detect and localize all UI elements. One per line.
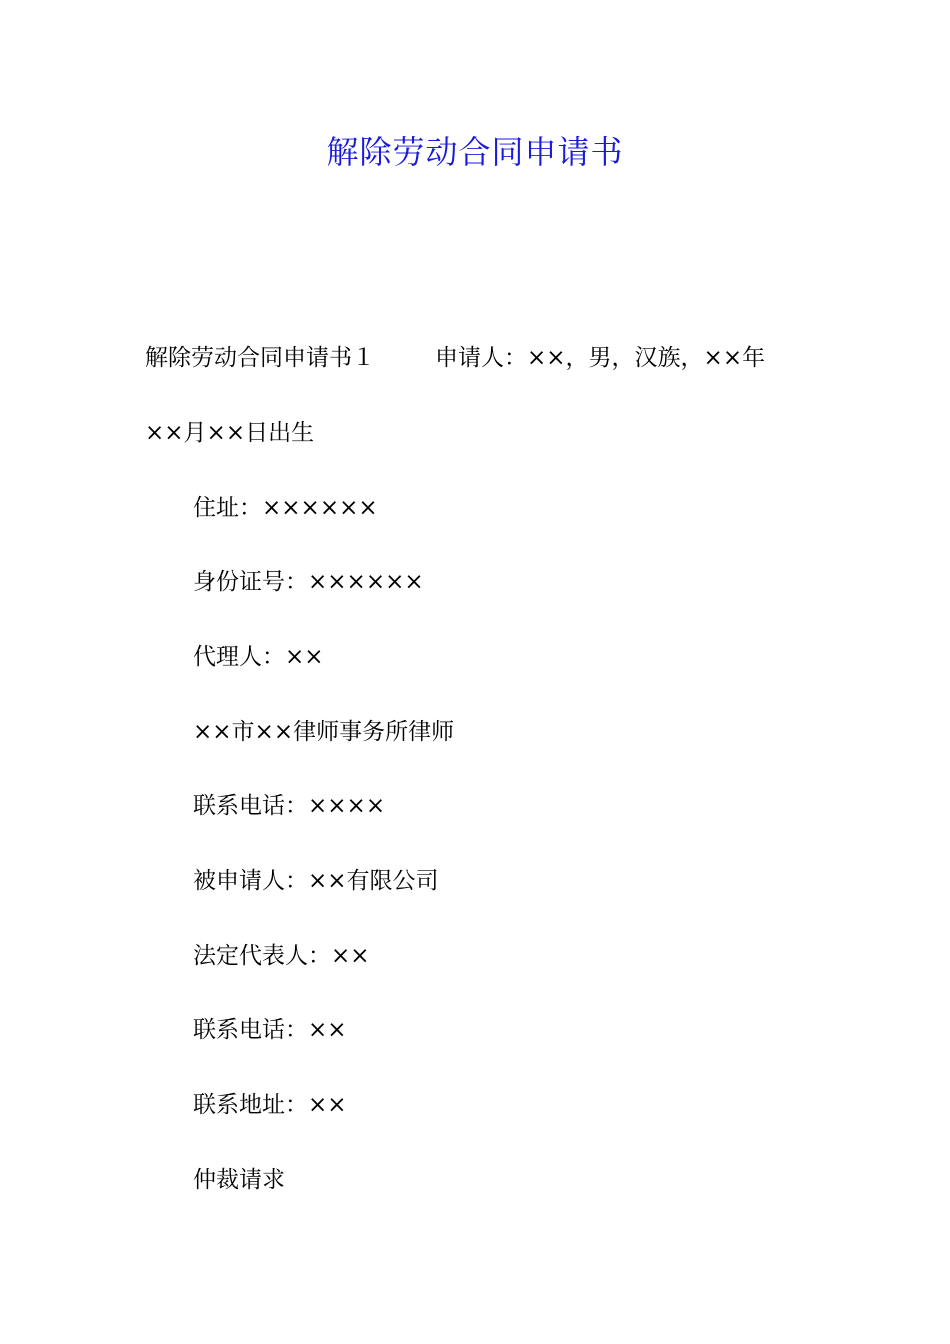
law-firm-line: ××市××律师事务所律师 [193,719,455,745]
legal-representative-line: 法定代表人：×× [193,943,370,969]
intro-continued-line: ××月××日出生 [145,420,315,446]
respondent-phone-line: 联系电话：×× [193,1017,347,1043]
id-number-line: 身份证号：×××××× [193,569,424,595]
respondent-line: 被申请人：××有限公司 [193,868,439,894]
intro-heading: 解除劳动合同申请书１ [145,345,375,371]
intro-applicant: 申请人：××，男，汉族，××年 [435,345,766,371]
intro-line [145,342,825,374]
address-line: 住址：×××××× [193,495,378,521]
agent-line: 代理人：×× [193,644,324,670]
document-title: 解除劳动合同申请书 [326,133,624,171]
respondent-address-line: 联系地址：×× [193,1092,347,1118]
phone-line: 联系电话：×××× [193,793,386,819]
arbitration-request-heading: 仲裁请求 [193,1167,285,1193]
